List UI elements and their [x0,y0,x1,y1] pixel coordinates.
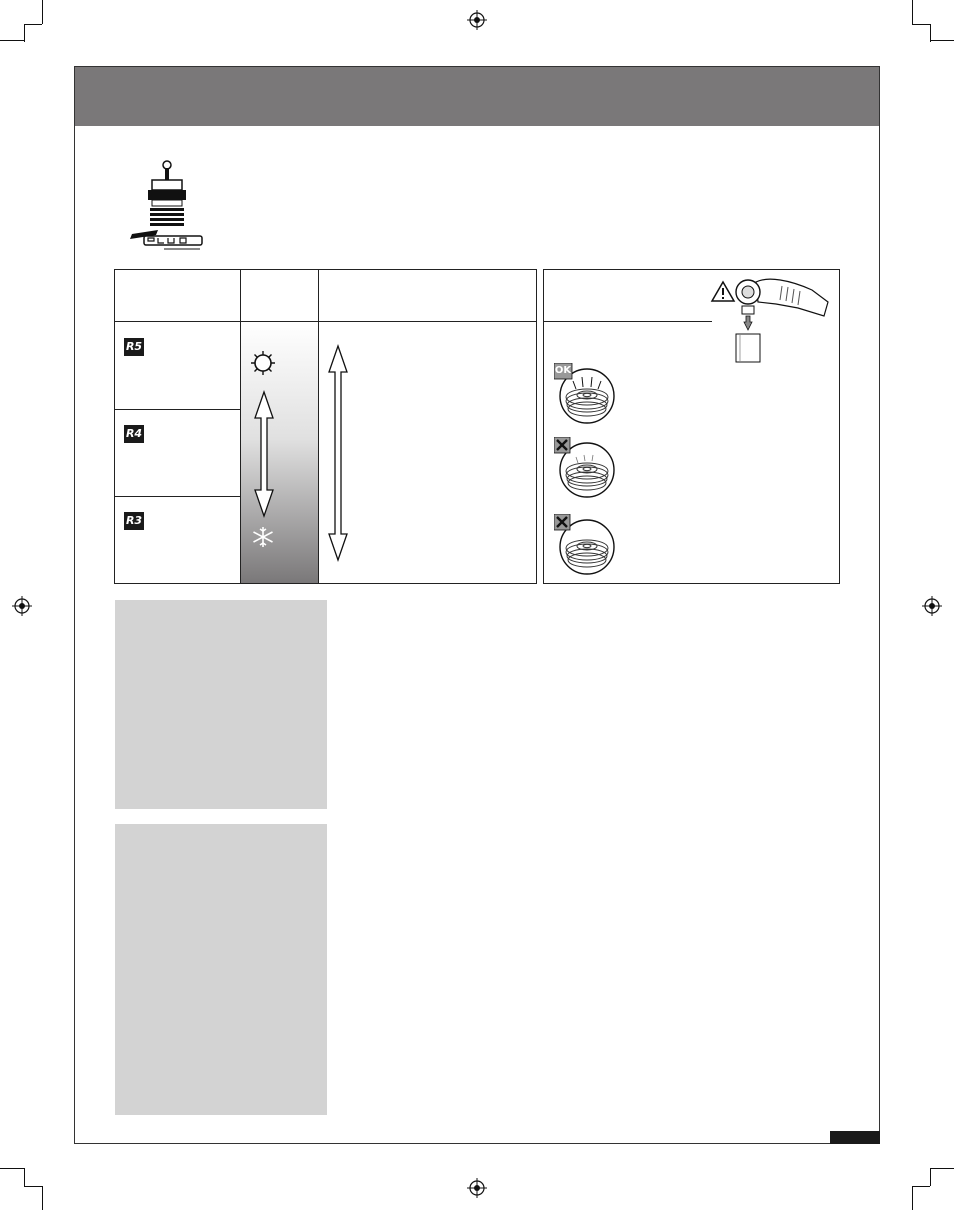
plug-removal-illustration [720,272,832,364]
bad-plug-illustration [554,437,616,499]
table-column-divider [318,269,319,584]
snowflake-icon [252,526,274,548]
plug-code-badge: R3 [124,512,144,530]
plug-code-badge: R4 [124,425,144,443]
registration-mark-icon [467,10,487,30]
sun-icon [250,350,276,376]
inspection-header-divider [544,321,712,322]
table-header-divider [114,321,537,322]
plug-code-badge: R5 [124,338,144,356]
heat-range-arrow [252,390,276,518]
range-arrow [326,344,350,562]
table-row-divider [114,496,241,497]
page-number-tab [830,1131,880,1144]
registration-mark-icon [467,1178,487,1198]
header-band [75,67,879,126]
registration-mark-icon [12,596,32,616]
table-column-divider [240,269,241,584]
bad-plug-illustration [554,514,616,576]
registration-mark-icon [922,596,942,616]
table-row-divider [114,409,241,410]
ok-check-icon: OK [554,365,572,376]
sidebar-box [115,824,327,1115]
sidebar-box [115,600,327,809]
glow-plug-logo [128,158,206,252]
